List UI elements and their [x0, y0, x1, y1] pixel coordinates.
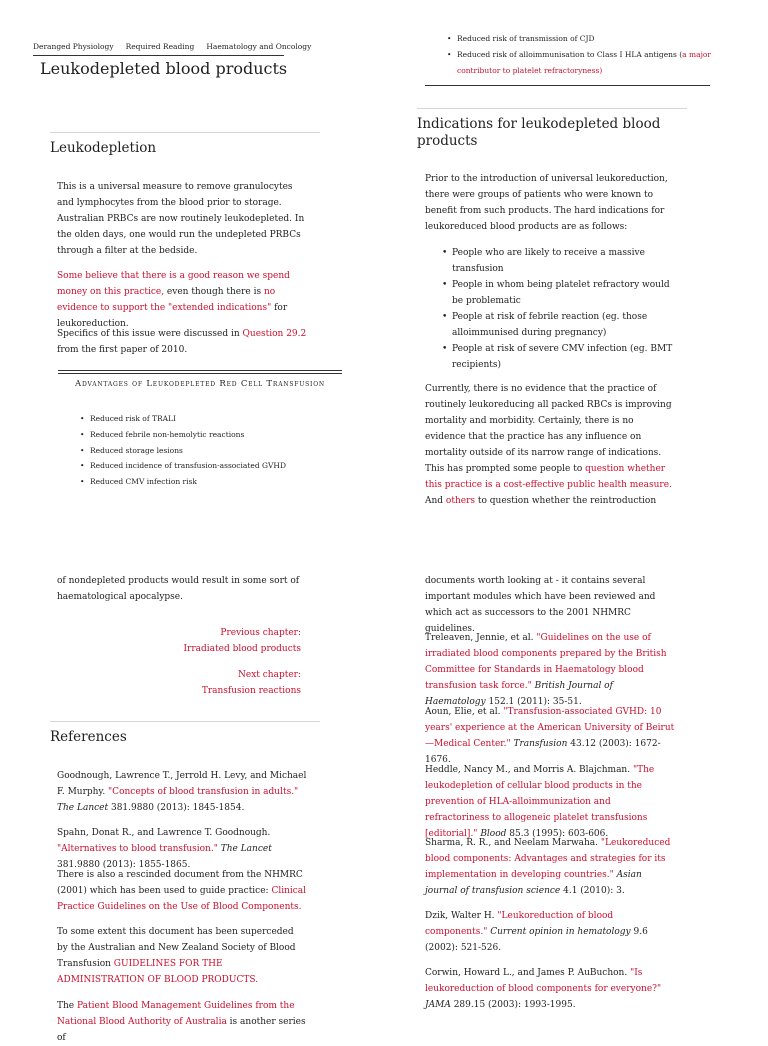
reference-item: Corwin, Howard L., and James P. AuBuchon. "Is leukoreduction of blood components for everyone?" JAMA 289.15 (2003): 1993-1995.	[425, 968, 662, 1010]
list-item: • Reduced febrile non-hemolytic reactions	[78, 427, 338, 443]
next-chapter-nav	[160, 667, 301, 699]
next-chapter-label: Next chapter:	[238, 670, 301, 680]
anzsbt-paragraph: To some extent this document has been superceded by the Australian and New Zealand Society of Blood Transfusion GUIDELINES FOR THE ADMINISTRATION OF BLOOD PRODUCTS.	[57, 927, 296, 985]
list-item: • Reduced storage lesions	[78, 443, 338, 459]
reference-item: Goodnough, Lawrence T., Jerrold H. Levy, and Michael F. Murphy. "Concepts of blood transfusion in adults." The Lancet 381.9880 (2013): 1845-1854.	[57, 771, 307, 813]
reference-item: Sharma, R. R., and Neelam Marwaha. "Leukoreduced blood components: Advantages and strategies for its implementation in developing countries." Asian journal of transfusion science 4.1 (2010): 3.	[425, 838, 671, 896]
table-top-rule	[58, 373, 342, 374]
previous-chapter-link[interactable]: Irradiated blood products	[183, 644, 301, 654]
reference-link[interactable]: "Is leukoreduction of blood components for everyone?"	[425, 968, 662, 994]
question-reference-paragraph: Specifics of this issue were discussed in Question 29.2 from the first paper of 2010.	[57, 329, 307, 355]
previous-chapter-nav	[160, 625, 301, 657]
evidence-paragraph: Currently, there is no evidence that the practice of routinely leukoreducing all packed RBCs is improving mortality and morbidity. Certainly, there is no evidence that the practice has any influence on mortality outside of its narrow range of indications. This has prompted some people to question whether this practice is a cost-effective public health measure. And others to question whether the reintroduction	[425, 384, 672, 506]
reference-link[interactable]: "Leukoreduction of blood components."	[425, 911, 614, 937]
reference-link[interactable]: "Alternatives to blood transfusion."	[57, 844, 218, 854]
good-reason-link[interactable]: Some believe that there is a good reason we spend money on this practice,	[57, 271, 290, 297]
indications-intro: Prior to the introduction of universal leukoreduction, there were groups of patients who were known to benefit from such products. The hard indications for leukoreduced blood products are as follows:	[425, 174, 668, 232]
advantages-list	[78, 411, 338, 490]
question-29-2-link[interactable]: Question 29.2	[242, 329, 307, 339]
reference-item: Dzik, Walter H. "Leukoreduction of blood components." Current opinion in hematology 9.6 (2002): 521-526.	[425, 911, 648, 953]
table-caption: Advantages of Leukodepleted Red Cell Transfusion	[75, 379, 325, 389]
nhmrc-guidelines-link[interactable]: Clinical Practice Guidelines on the Use of Blood Components.	[57, 886, 307, 912]
list-item: • Reduced risk of alloimmunisation to Class I HLA antigens (a major contributor to platelet refractoryness)	[445, 47, 715, 79]
pbm-guidelines-link[interactable]: Patient Blood Management Guidelines from the National Blood Authority of Australia	[57, 1001, 295, 1027]
no-evidence-link[interactable]: no evidence to support the "extended indications"	[57, 287, 276, 313]
continuation-paragraph: of nondepleted products would result in some sort of haematological apocalypse.	[57, 576, 300, 602]
breadcrumb-item-required-reading[interactable]: Required Reading	[125, 42, 195, 51]
section-divider	[50, 132, 320, 133]
section-divider	[417, 108, 687, 109]
breadcrumb-item-deranged-physiology[interactable]: Deranged Physiology	[33, 42, 114, 51]
reference-link[interactable]: "Leukoreduced blood components: Advantages and strategies for its implementation in developing countries."	[425, 838, 671, 880]
reference-item: Aoun, Elie, et al. "Transfusion-associated GVHD: 10 years' experience at the American University of Beirut—Medical Center." Transfusion 43.12 (2003): 1672-1676.	[425, 707, 675, 765]
reference-link[interactable]: "Guidelines on the use of irradiated blood components prepared by the British Committee for Standards in Haematology blood transfusion task force."	[425, 633, 667, 691]
nhmrc-paragraph: There is also a rescinded document from the NHMRC (2001) which has been used to guide practice: Clinical Practice Guidelines on the Use of Blood Components.	[57, 870, 307, 912]
reference-link[interactable]: "Concepts of blood transfusion in adults."	[108, 787, 299, 797]
list-item: • People in whom being platelet refractory would be problematic	[440, 277, 680, 309]
references-heading: References	[50, 729, 127, 745]
anzsbt-guidelines-link[interactable]: GUIDELINES FOR THE ADMINISTRATION OF BLOOD PRODUCTS.	[57, 959, 259, 985]
leukodepletion-heading: Leukodepletion	[50, 140, 157, 156]
reference-link[interactable]: "Transfusion-associated GVHD: 10 years' experience at the American University of Beirut—Medical Center."	[425, 707, 675, 749]
leukodepletion-paragraph: This is a universal measure to remove granulocytes and lymphocytes from the blood prior to storage. Australian PRBCs are now routinely leukodepleted. In the olden days, one would run the undepleted PRBCs through a filter at the bedside.	[57, 182, 305, 256]
list-item: • People who are likely to receive a massive transfusion	[440, 245, 680, 277]
list-item: • People at risk of severe CMV infection (eg. BMT recipients)	[440, 341, 680, 373]
list-item: • Reduced incidence of transfusion-associated GVHD	[78, 458, 338, 474]
reference-link[interactable]: "The leukodepletion of cellular blood products in the prevention of HLA-alloimmunization and refractoriness to allogeneic platelet transfusions [editorial]."	[425, 765, 655, 839]
indications-heading: Indications for leukodepleted blood products	[417, 116, 661, 149]
breadcrumb-divider	[33, 55, 284, 56]
pbm-paragraph: The Patient Blood Management Guidelines from the National Blood Authority of Australia is another series of	[57, 1001, 306, 1043]
documents-paragraph: documents worth looking at - it contains several important modules which have been reviewed and which act as successors to the 2001 NHMRC guidelines.	[425, 576, 656, 634]
indications-list	[440, 245, 680, 373]
list-item: • People at risk of febrile reaction (eg. those alloimmunised during pregnancy)	[440, 309, 680, 341]
table-top-rule	[58, 370, 342, 371]
reference-item: Heddle, Nancy M., and Morris A. Blajchman. "The leukodepletion of cellular blood products in the prevention of HLA-alloimmunization and refractoriness to allogeneic platelet transfusions [editorial]." Blood 85.3 (1995): 603-606.	[425, 765, 655, 839]
previous-chapter-label: Previous chapter:	[220, 628, 301, 638]
platelet-refractoryness-link[interactable]: a major contributor to platelet refractoryness)	[457, 50, 711, 75]
list-item: • Reduced risk of transmission of CJD	[445, 31, 715, 47]
next-chapter-link[interactable]: Transfusion reactions	[201, 686, 301, 696]
advantages-continued-list	[445, 31, 715, 79]
breadcrumb-item-haematology-oncology[interactable]: Haematology and Oncology	[206, 42, 312, 51]
cost-effective-link[interactable]: question whether this practice is a cost-effective public health measure.	[425, 464, 672, 490]
leukodepletion-evidence-paragraph: Some believe that there is a good reason we spend money on this practice, even though there is no evidence to support the "extended indications" for leukoreduction.	[57, 271, 290, 329]
others-link[interactable]: others	[445, 496, 476, 506]
list-item: • Reduced risk of TRALI	[78, 411, 338, 427]
breadcrumb	[33, 42, 312, 51]
section-divider	[50, 721, 320, 722]
reference-item: Spahn, Donat R., and Lawrence T. Goodnough. "Alternatives to blood transfusion." The Lancet 381.9880 (2013): 1855-1865.	[57, 828, 272, 870]
list-item: • Reduced CMV infection risk	[78, 474, 338, 490]
table-bottom-rule	[425, 85, 710, 86]
reference-item: Treleaven, Jennie, et al. "Guidelines on the use of irradiated blood components prepared by the British Committee for Standards in Haematology blood transfusion task force." British Journal of Haematology 152.1 (2011): 35-51.	[425, 633, 667, 707]
page-title: Leukodepleted blood products	[40, 59, 288, 78]
